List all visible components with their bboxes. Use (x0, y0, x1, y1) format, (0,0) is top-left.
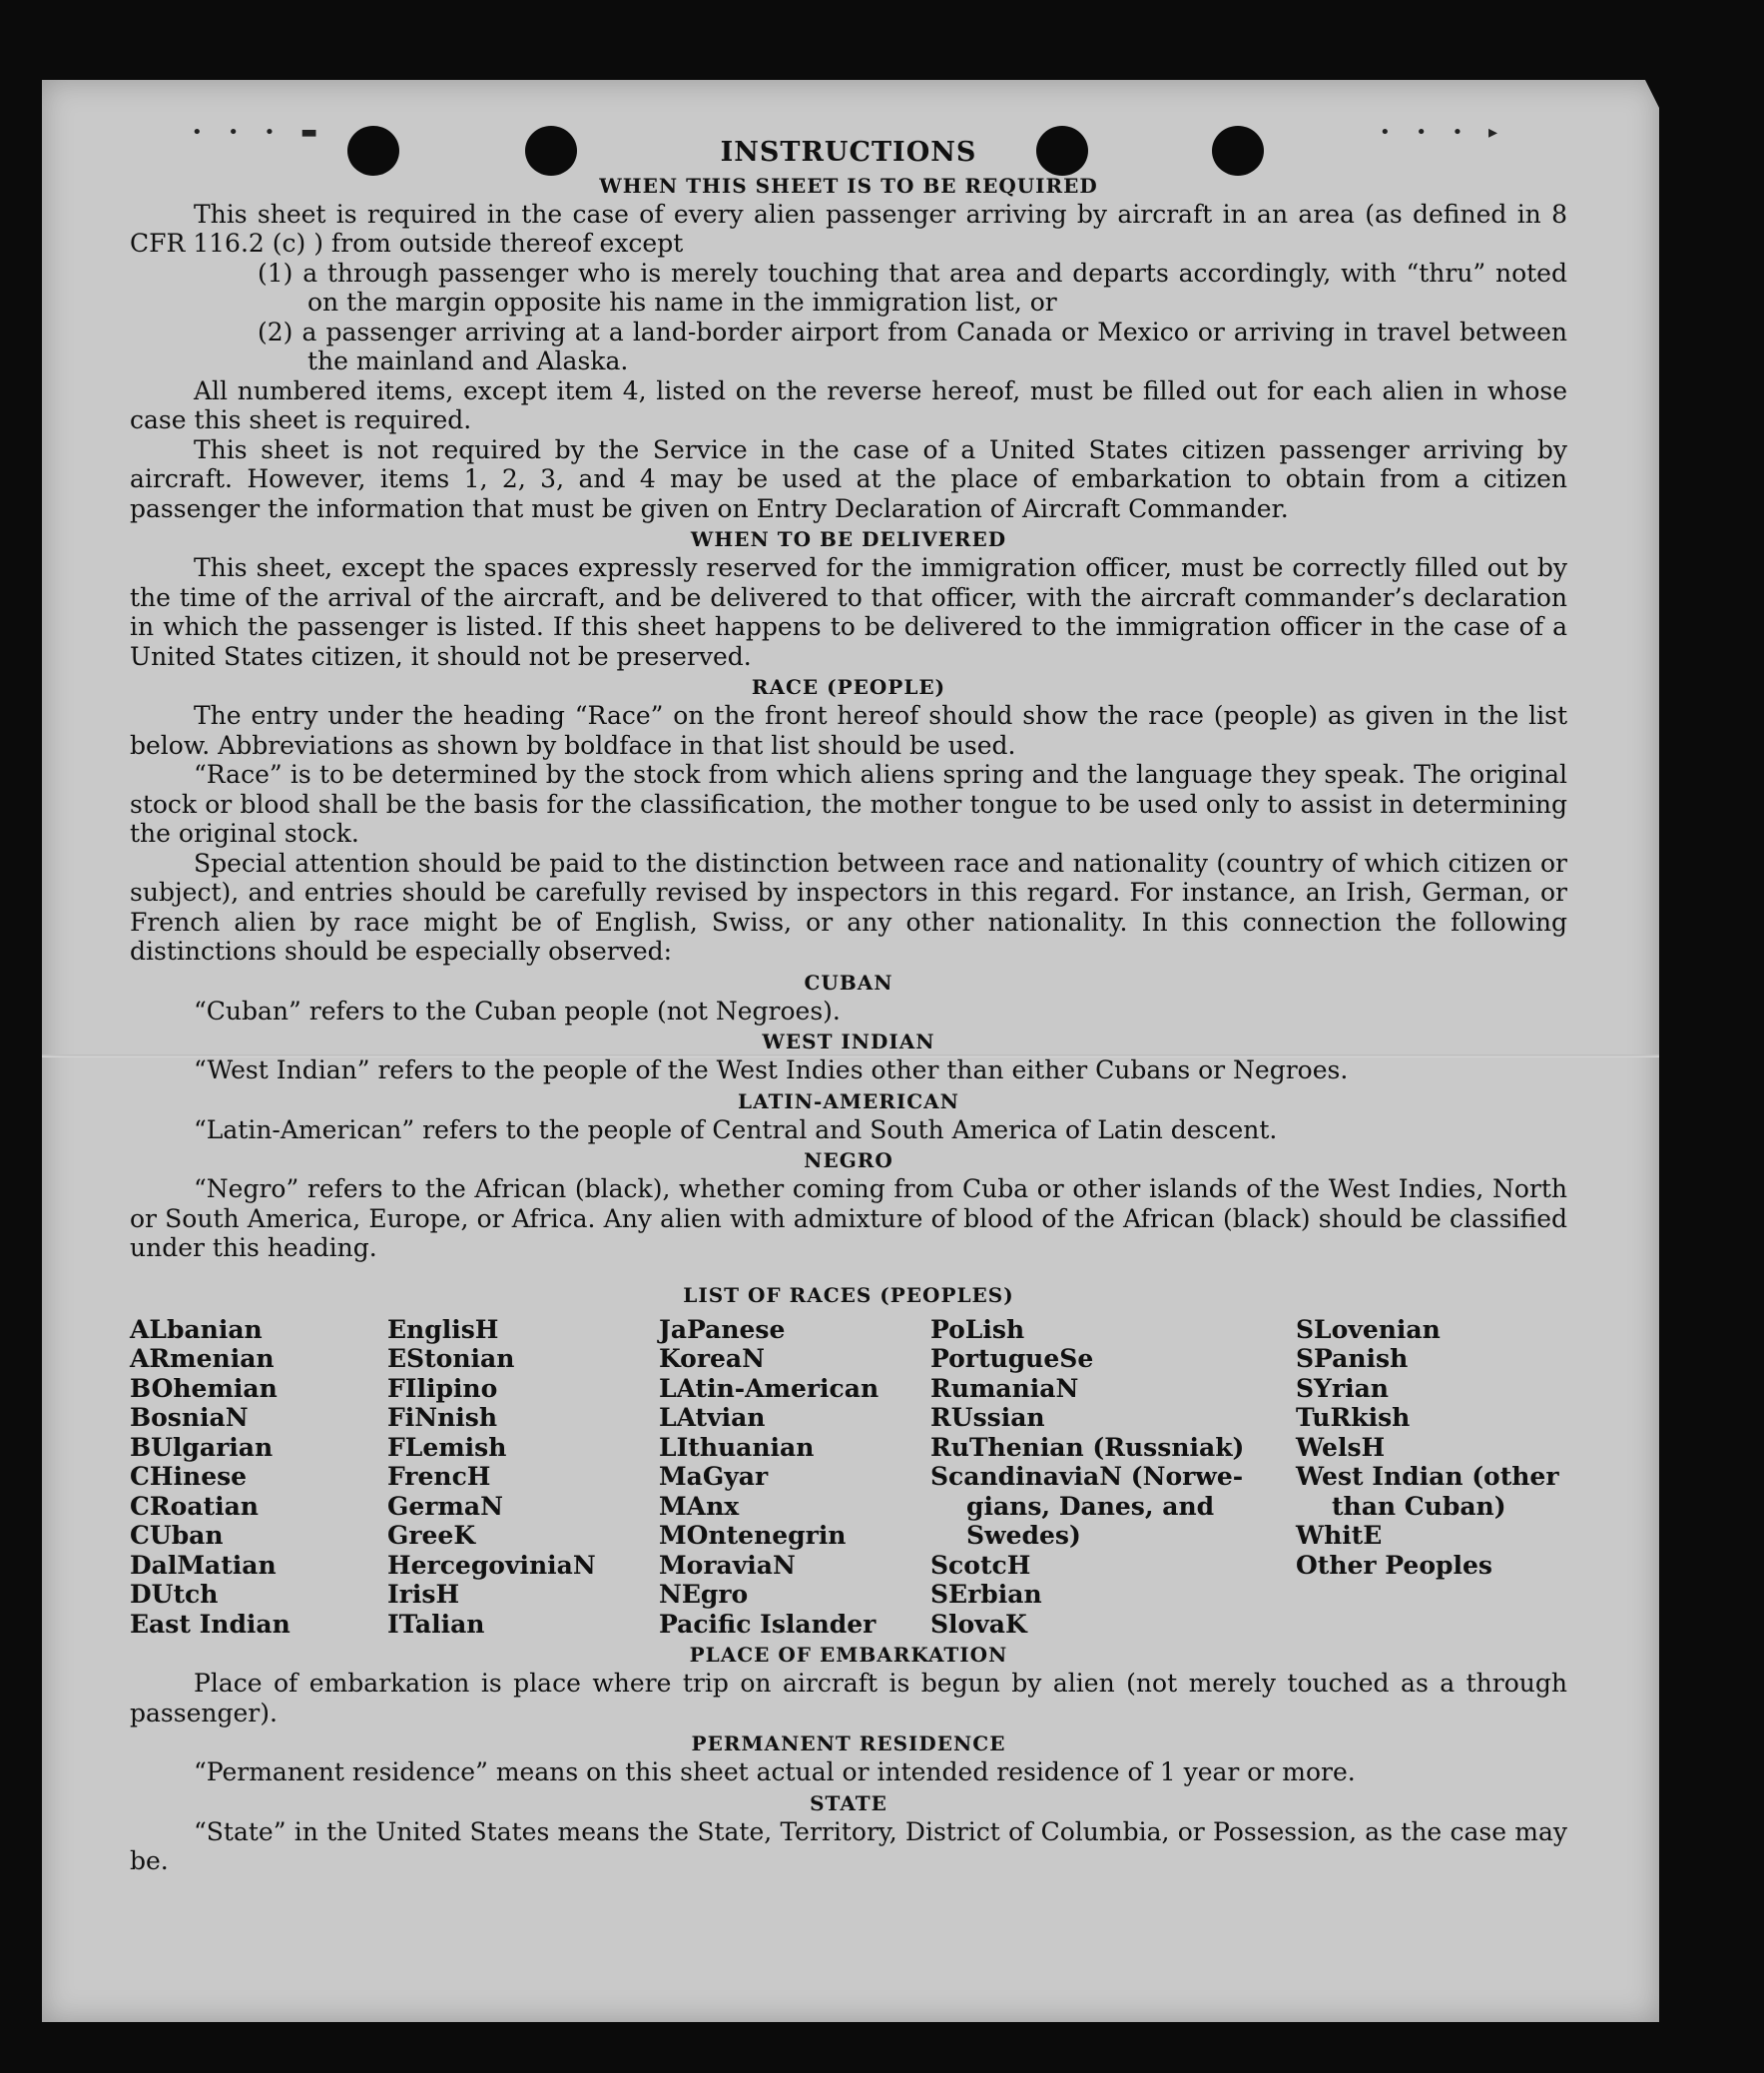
race-para-3: Special attention should be paid to the distinction between race and nationality (country of which citizen or subject), and entries should be carefully revised by inspectors in this regard. For instance, an Irish, German, or French alien by race might be of English, Swiss, or any other nationality. In this connection the following distinctions should be especially observed: (130, 848, 1567, 966)
heading-negro: NEGRO (804, 1148, 893, 1172)
race-item: RumaniaN (930, 1373, 1079, 1403)
corner-fold (1645, 80, 1659, 108)
instruction-sheet (42, 80, 1659, 2022)
heading-when-required: WHEN THIS SHEET IS TO BE REQUIRED (599, 173, 1098, 198)
race-item: Swedes) (966, 1521, 1081, 1550)
required-intro: This sheet is required in the case of every alien passenger arriving by aircraft in an area (as defined in 8 CFR 116.2 (c) ) from outside thereof except (130, 199, 1567, 258)
race-item: GreeK (387, 1521, 476, 1550)
race-item: KoreaN (659, 1344, 765, 1373)
race-item: LIthuanian (659, 1432, 815, 1462)
race-item: CHinese (130, 1462, 248, 1491)
race-item: DUtch (130, 1580, 219, 1609)
race-item: WelsH (1296, 1432, 1386, 1462)
required-item-2: (2) a passenger arriving at a land-border airport from Canada or Mexico or arriving in travel between the mainland and Alaska. (258, 317, 1567, 375)
heading-embarkation: PLACE OF EMBARKATION (689, 1643, 1008, 1667)
race-item: GermaN (387, 1491, 503, 1521)
races-column-1 (130, 1315, 387, 1640)
heading-cuban: CUBAN (804, 970, 893, 995)
race-item: than Cuban) (1332, 1491, 1506, 1521)
race-item: PoLish (930, 1314, 1025, 1344)
race-item: SPanish (1296, 1344, 1409, 1373)
race-item: MoraviaN (659, 1550, 796, 1580)
race-item: SLovenian (1296, 1314, 1441, 1344)
race-item: NEgro (659, 1580, 749, 1609)
race-para-1: The entry under the heading “Race” on the front hereof should show the race (people) as given in the list below. Abbreviations as shown by boldface in that list should be used. (130, 701, 1567, 760)
race-item: MOntenegrin (659, 1521, 847, 1550)
required-item-1: (1) a through passenger who is merely touching that area and departs accordingly, with “thru” noted on the margin opposite his name in the immigration list, or (258, 258, 1567, 317)
race-item: MAnx (659, 1491, 740, 1521)
punch-marks-right: • • • ▸ (1380, 122, 1508, 143)
race-item: FIlipino (387, 1373, 498, 1403)
races-column-5 (1296, 1315, 1567, 1640)
negro-text: “Negro” refers to the African (black), whether coming from Cuba or other islands of the West Indies, North or South America, Europe, or Africa. Any alien with admixture of blood of the African (black) should be classified under this heading. (130, 1174, 1567, 1262)
heading-permanent-residence: PERMANENT RESIDENCE (691, 1731, 1006, 1755)
instructions-body (130, 138, 1567, 1876)
race-item: LAtin-American (659, 1373, 880, 1403)
race-item: East Indian (130, 1609, 291, 1639)
heading-when-delivered: WHEN TO BE DELIVERED (690, 527, 1007, 551)
race-item: FLemish (387, 1432, 507, 1462)
race-item: PortugueSe (930, 1344, 1094, 1373)
race-item: EnglisH (387, 1314, 499, 1344)
race-item: RuThenian (Russniak) (930, 1432, 1245, 1462)
race-item: IrisH (387, 1580, 460, 1609)
race-item: BOhemian (130, 1373, 278, 1403)
race-item: RUssian (930, 1403, 1045, 1432)
race-item: EStonian (387, 1344, 515, 1373)
race-item: ScandinaviaN (Norwe- (930, 1462, 1244, 1491)
page-title: INSTRUCTIONS (720, 137, 977, 168)
race-item: gians, Danes, and (966, 1491, 1215, 1521)
required-para-2: All numbered items, except item 4, listed on the reverse hereof, must be filled out for each alien in whose case this sheet is required. (130, 375, 1567, 434)
required-para-3: This sheet is not required by the Service in the case of a United States citizen passenger arriving by aircraft. However, items 1, 2, 3, and 4 may be used at the place of embarkation to obtain from a citizen passenger the information that must be given on Entry Declaration of Aircraft Commander. (130, 434, 1567, 523)
heading-race: RACE (PEOPLE) (751, 675, 946, 699)
residence-text: “Permanent residence” means on this sheet actual or intended residence of 1 year or more. (194, 1757, 1356, 1786)
race-item: FrencH (387, 1462, 491, 1491)
state-text: “State” in the United States means the State, Territory, District of Columbia, or Possession, as the case may be. (130, 1816, 1567, 1875)
latin-american-text: “Latin-American” refers to the people of Central and South America of Latin descent. (194, 1114, 1278, 1144)
race-item: MaGyar (659, 1462, 769, 1491)
race-item: FiNnish (387, 1403, 498, 1432)
race-item: HercegovinіaN (387, 1550, 596, 1580)
race-item: LAtvian (659, 1403, 766, 1432)
race-para-2: “Race” is to be determined by the stock from which aliens spring and the language they speak. The original stock or blood shall be the basis for the classification, the mother tongue to be used only to assist in determining the original stock. (130, 760, 1567, 848)
race-item: ARmenian (130, 1344, 275, 1373)
race-item: SlovaK (930, 1609, 1027, 1639)
race-item: JaPanese (659, 1314, 786, 1344)
punch-marks-left: • • • ▬ (192, 122, 328, 143)
heading-state: STATE (810, 1790, 887, 1815)
heading-list-of-races: LIST OF RACES (PEOPLES) (683, 1282, 1014, 1307)
race-item: Other Peoples (1296, 1550, 1492, 1580)
race-item: DalMatian (130, 1550, 277, 1580)
races-column-4 (930, 1315, 1296, 1640)
cuban-text: “Cuban” refers to the Cuban people (not Negroes). (194, 996, 841, 1026)
race-item: SYrian (1296, 1373, 1389, 1403)
race-item: West Indian (other (1296, 1462, 1559, 1491)
race-item: TuRkish (1296, 1403, 1411, 1432)
race-item: ScotcH (930, 1550, 1031, 1580)
heading-latin-american: LATIN-AMERICAN (738, 1088, 959, 1113)
heading-west-indian: WEST INDIAN (762, 1030, 935, 1053)
race-item: CRoatian (130, 1491, 259, 1521)
race-item: SErbian (930, 1580, 1042, 1609)
race-item: BUlgarian (130, 1432, 274, 1462)
race-item: Pacific Islander (659, 1609, 877, 1639)
races-column-3 (659, 1315, 930, 1640)
race-item: CUban (130, 1521, 224, 1550)
race-item: ALbanian (130, 1314, 263, 1344)
race-item: ITalian (387, 1609, 485, 1639)
races-list (130, 1315, 1567, 1640)
races-column-2 (387, 1315, 659, 1640)
race-item: BosniaN (130, 1403, 249, 1432)
west-indian-text: “West Indian” refers to the people of the West Indies other than either Cubans or Negroes. (194, 1055, 1349, 1084)
delivered-para: This sheet, except the spaces expressly reserved for the immigration officer, must be correctly filled out by the time of the arrival of the aircraft, and be delivered to that officer, with the aircraft commander’s declaration in which the passenger is listed. If this sheet happens to be delivered to the immigration officer in the case of a United States citizen, it should not be preserved. (130, 553, 1567, 671)
embarkation-text: Place of embarkation is place where trip on aircraft is begun by alien (not merely touched as a through passenger). (130, 1669, 1567, 1728)
race-item: WhitE (1296, 1521, 1383, 1550)
